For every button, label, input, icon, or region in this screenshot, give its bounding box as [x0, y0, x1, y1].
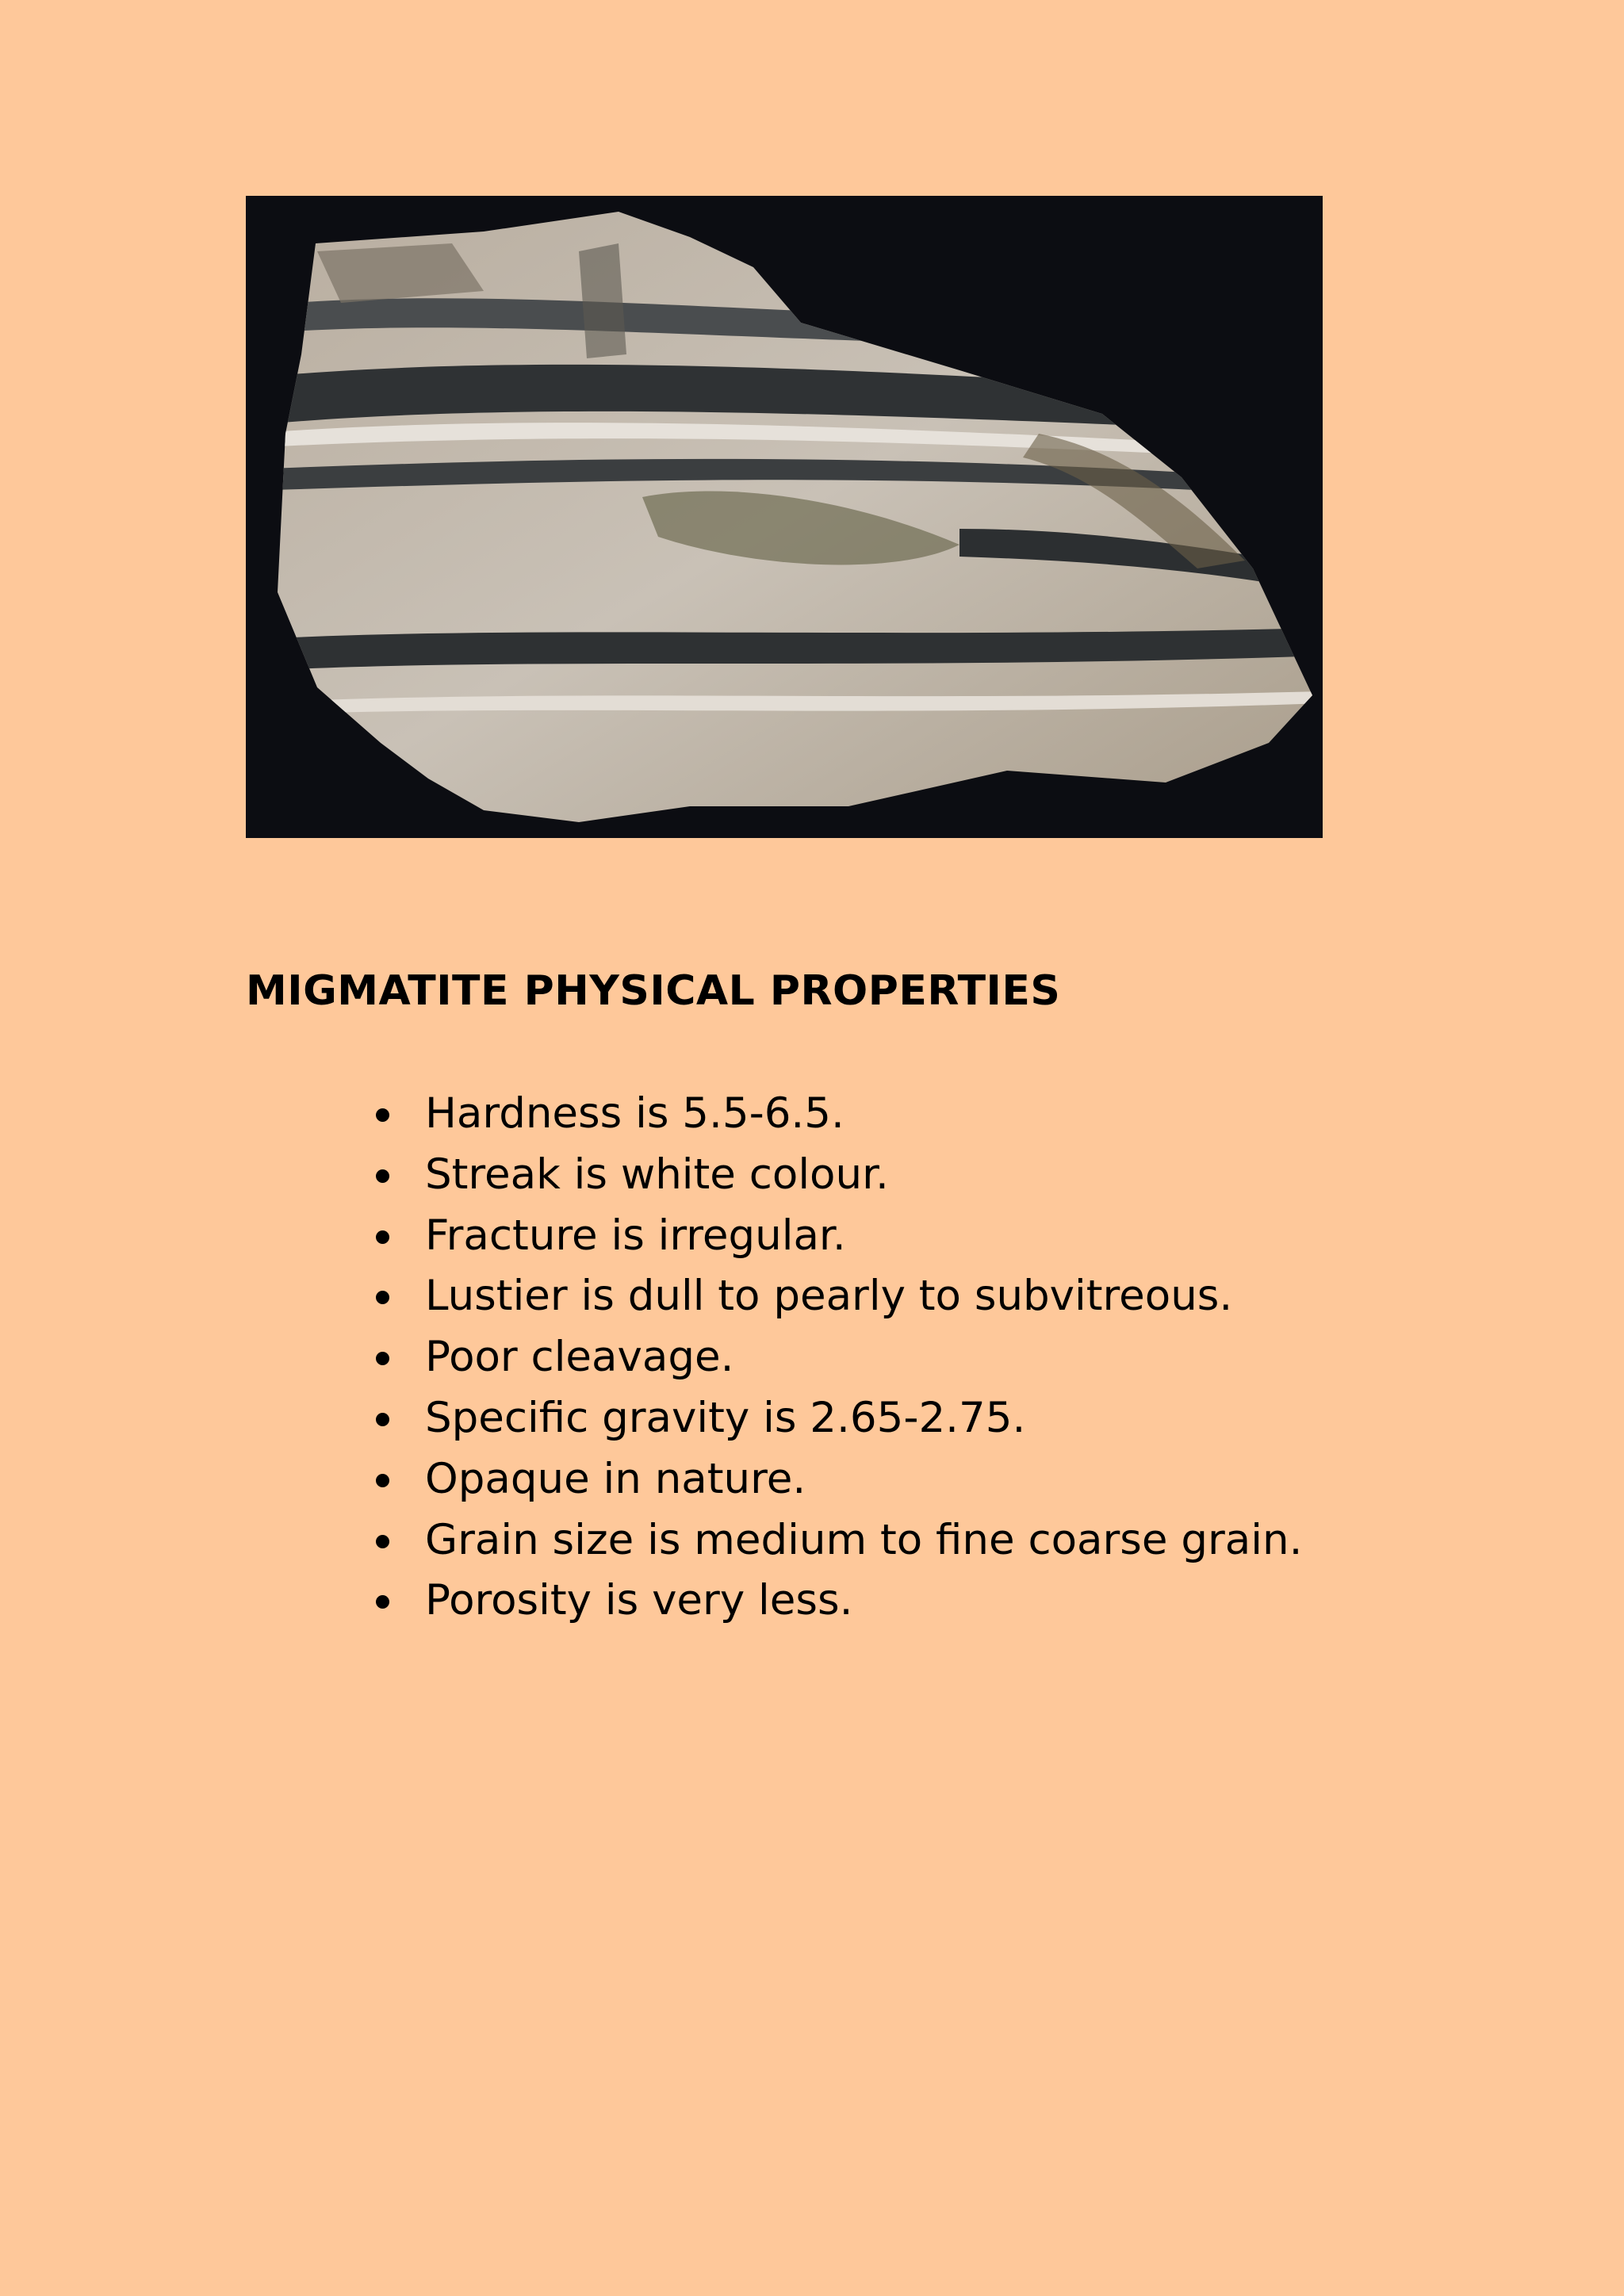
list-item	[373, 1571, 1302, 1632]
property-text: Poor cleavage.	[425, 1333, 734, 1382]
property-text: Grain size is medium to fine coarse grain.	[425, 1515, 1303, 1564]
list-item	[373, 1388, 1302, 1449]
property-text: Lustier is dull to pearly to subvitreous.	[425, 1272, 1233, 1321]
property-text: Streak is white colour.	[425, 1150, 889, 1199]
property-text: Fracture is irregular.	[425, 1211, 846, 1260]
list-item	[373, 1449, 1302, 1510]
list-item	[373, 1510, 1302, 1571]
property-text: Porosity is very less.	[425, 1576, 853, 1625]
bullet-icon	[376, 1352, 389, 1365]
list-item	[373, 1084, 1302, 1145]
bullet-icon	[376, 1474, 389, 1487]
bullet-icon	[376, 1413, 389, 1426]
property-text: Hardness is 5.5-6.5.	[425, 1089, 845, 1138]
property-text: Opaque in nature.	[425, 1454, 806, 1503]
list-item	[373, 1266, 1302, 1327]
property-text: Specific gravity is 2.65-2.75.	[425, 1393, 1026, 1442]
bullet-icon	[376, 1535, 389, 1548]
page-heading: MIGMATITE PHYSICAL PROPERTIES	[246, 967, 1061, 1015]
list-item	[373, 1206, 1302, 1267]
bullet-icon	[376, 1169, 389, 1183]
bullet-icon	[376, 1595, 389, 1609]
bullet-icon	[376, 1108, 389, 1122]
bullet-icon	[376, 1291, 389, 1304]
list-item	[373, 1327, 1302, 1388]
migmatite-photo	[246, 196, 1323, 838]
properties-list	[373, 1084, 1302, 1632]
migmatite-rock-image	[246, 196, 1323, 838]
list-item	[373, 1145, 1302, 1206]
bullet-icon	[376, 1230, 389, 1244]
